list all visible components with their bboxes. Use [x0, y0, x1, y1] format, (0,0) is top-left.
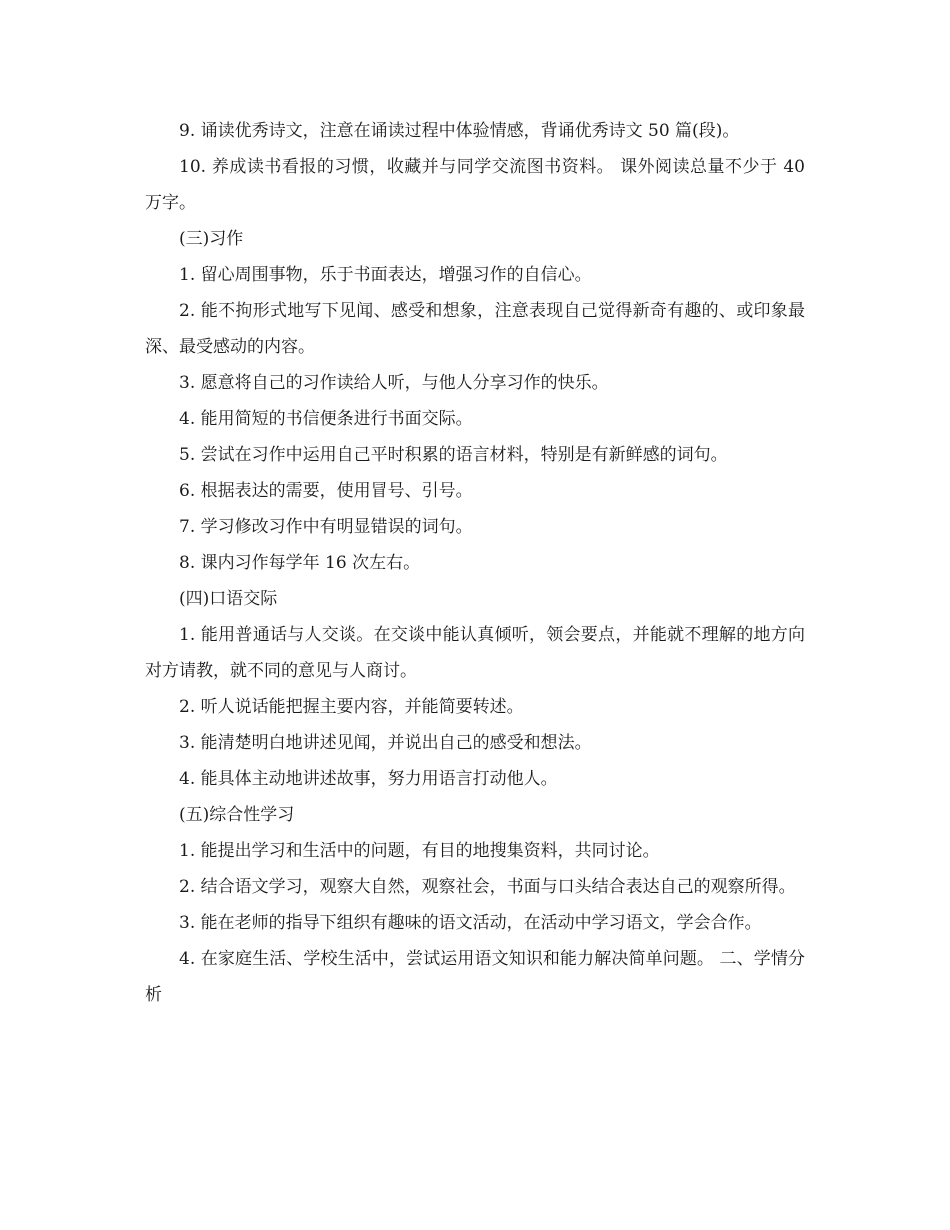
paragraph-16: 4. 能具体主动地讲述故事，努力用语言打动他人。 — [179, 769, 558, 789]
paragraph-6: 3. 愿意将自己的习作读给人听，与他人分享习作的快乐。 — [179, 373, 609, 393]
paragraph-19: 2. 结合语文学习，观察大自然，观察社会，书面与口头结合表达自己的观察所得。 — [179, 877, 796, 897]
paragraph-14: 2. 听人说话能把握主要内容，并能简要转述。 — [179, 697, 524, 717]
paragraph-21: 4. 在家庭生活、学校生活中，尝试运用语文知识和能力解决简单问题。 二、学情分析 — [145, 949, 805, 1005]
document-body — [145, 113, 805, 1013]
paragraph-2: 10. 养成读书看报的习惯，收藏并与同学交流图书资料。 课外阅读总量不少于 40 万字。 — [145, 157, 805, 213]
paragraph-11: 8. 课内习作每学年 16 次左右。 — [179, 553, 421, 573]
paragraph-13: 1. 能用普通话与人交谈。在交谈中能认真倾听，领会要点，并能就不理解的地方向对方请教，就不同的意见与人商讨。 — [145, 625, 805, 681]
paragraph-10: 7. 学习修改习作中有明显错误的词句。 — [179, 517, 473, 537]
paragraph-18: 1. 能提出学习和生活中的问题，有目的地搜集资料，共同讨论。 — [179, 841, 660, 861]
section-heading-writing: (三)习作 — [179, 229, 244, 249]
section-heading-comprehensive: (五)综合性学习 — [179, 805, 295, 825]
paragraph-15: 3. 能清楚明白地讲述见闻，并说出自己的感受和想法。 — [179, 733, 592, 753]
paragraph-8: 5. 尝试在习作中运用自己平时积累的语言材料，特别是有新鲜感的词句。 — [179, 445, 728, 465]
paragraph-5: 2. 能不拘形式地写下见闻、感受和想象，注意表现自己觉得新奇有趣的、或印象最深、最受感动的内容。 — [145, 301, 805, 357]
paragraph-9: 6. 根据表达的需要，使用冒号、引号。 — [179, 481, 473, 501]
paragraph-20: 3. 能在老师的指导下组织有趣味的语文活动，在活动中学习语文，学会合作。 — [179, 913, 762, 933]
paragraph-7: 4. 能用简短的书信便条进行书面交际。 — [179, 409, 473, 429]
section-heading-oral: (四)口语交际 — [179, 589, 278, 609]
paragraph-1: 9. 诵读优秀诗文，注意在诵读过程中体验情感，背诵优秀诗文 50 篇(段)。 — [179, 121, 740, 141]
paragraph-4: 1. 留心周围事物，乐于书面表达，增强习作的自信心。 — [179, 265, 592, 285]
